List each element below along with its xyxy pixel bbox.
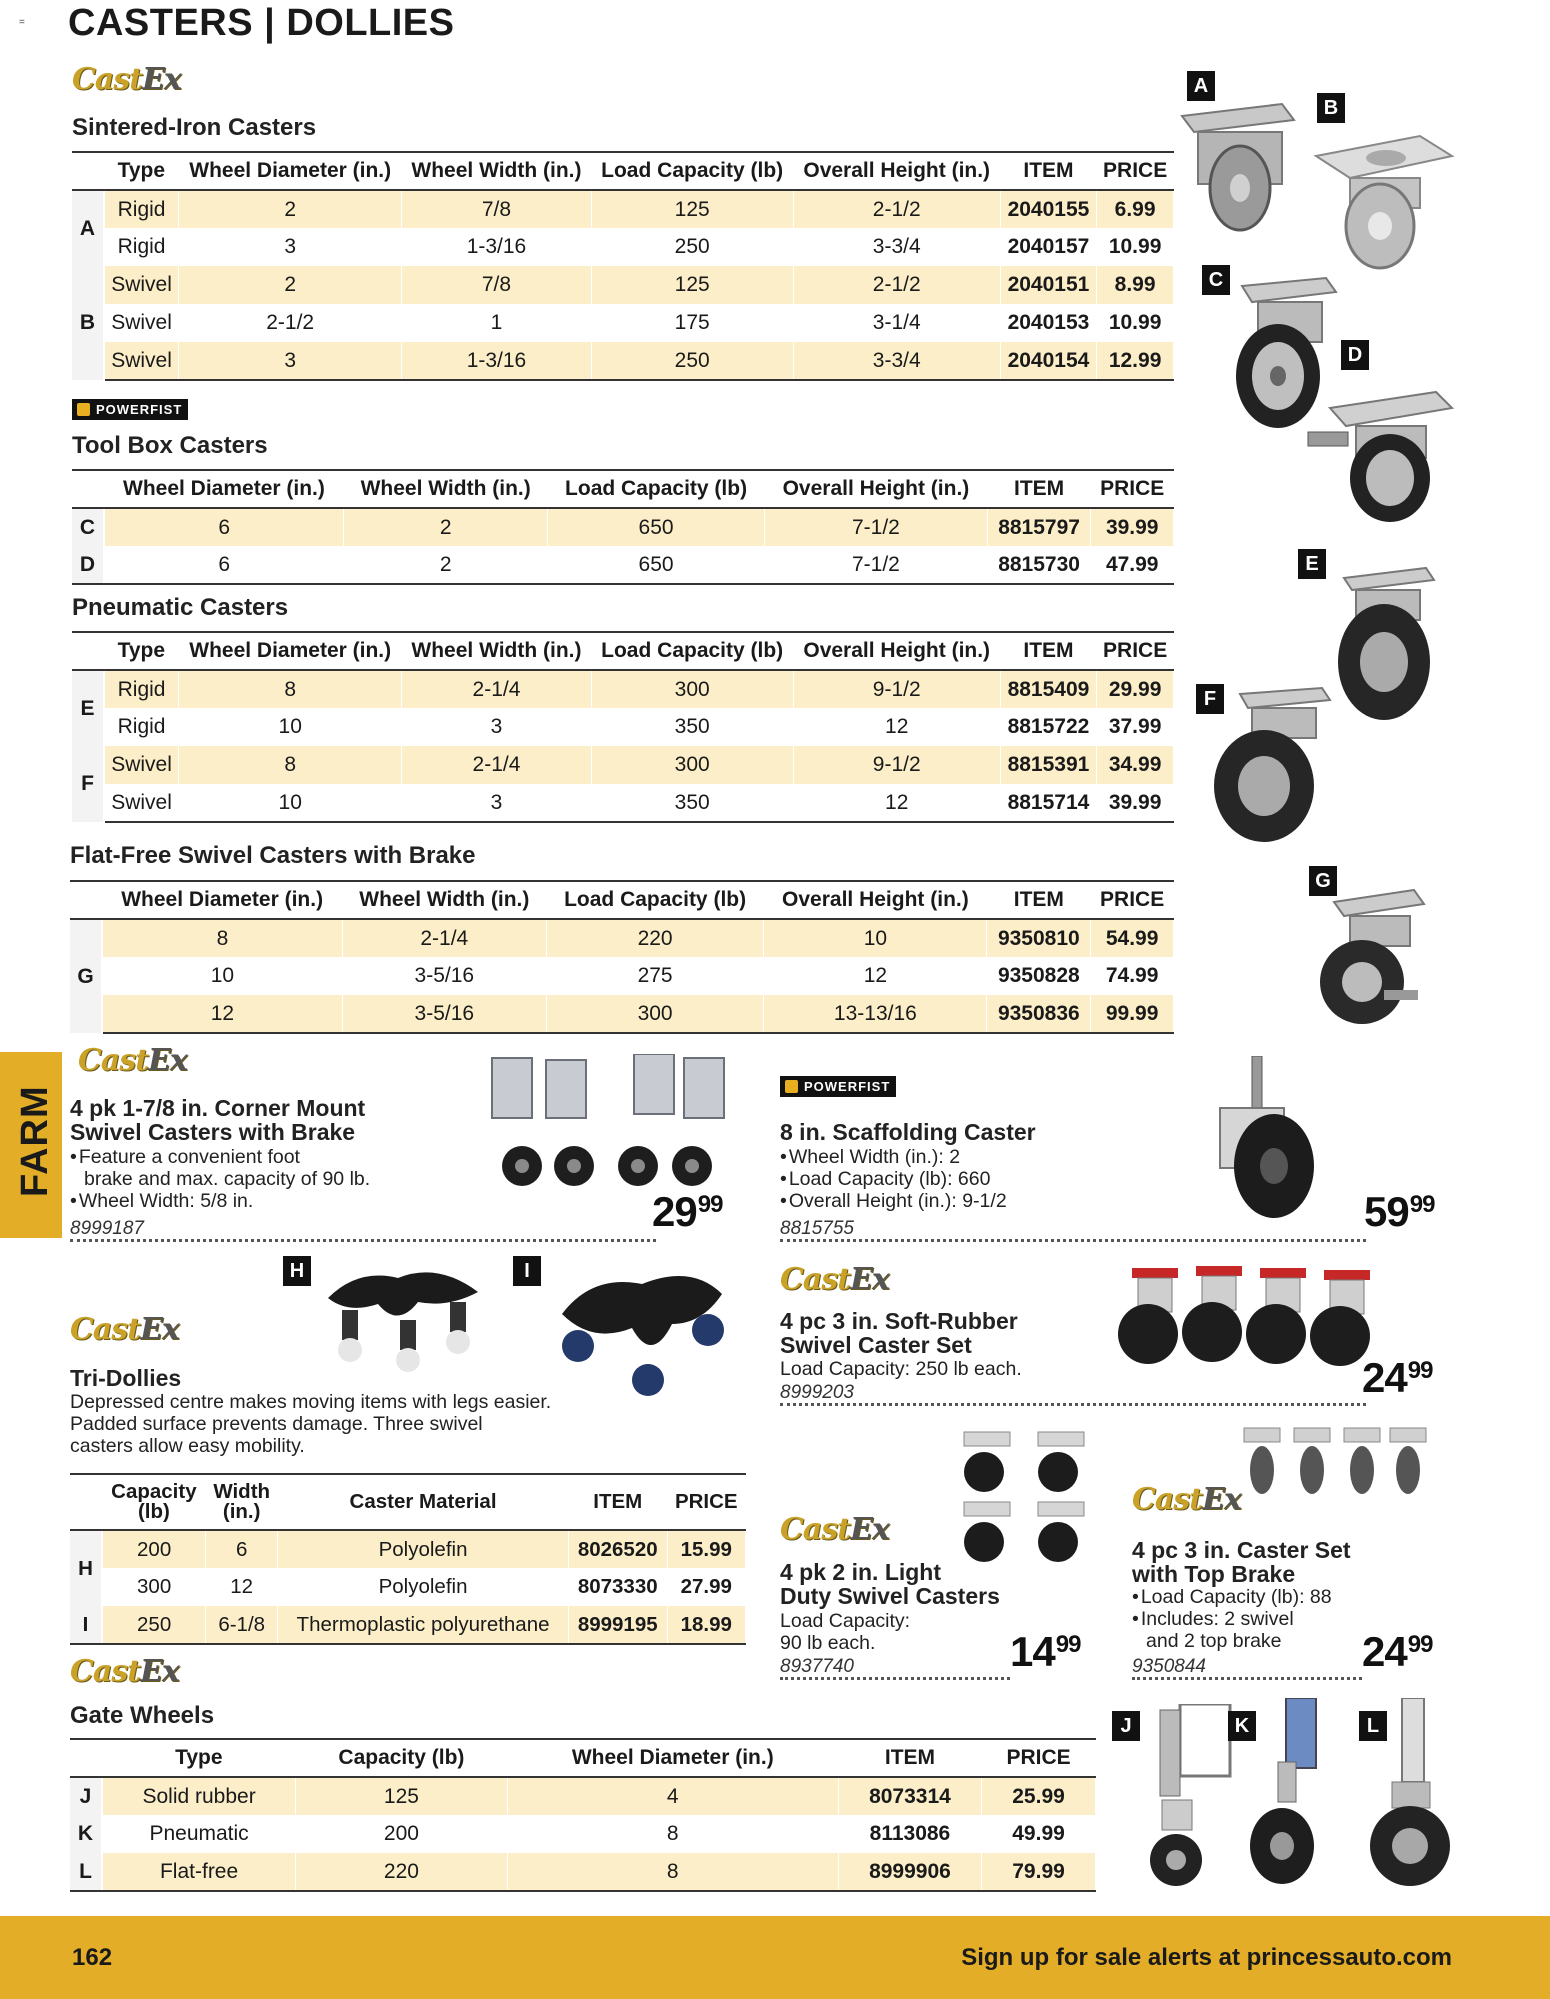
col-item: ITEM: [1000, 152, 1097, 190]
image-label-b: B: [1317, 93, 1345, 123]
flatfree-title: Flat-Free Swivel Casters with Brake: [70, 842, 476, 869]
lightduty-photo: [956, 1428, 1102, 1574]
table-row: 12 3-5/16 300 13-13/16 9350836 99.99: [70, 995, 1174, 1033]
castex-logo: CastEx: [1132, 1482, 1241, 1517]
flatfree-table: Wheel Diameter (in.) Wheel Width (in.) Load Capacity (lb) Overall Height (in.) ITEM PRICE G 8 2-1/4 220 10 9350810 54.99 10 3-5/16 275 12 9350828 74.99 12 3-5/16 300 13-13/16 9350836 99.99: [70, 880, 1174, 1034]
col-load-capacity: Load Capacity (lb): [591, 152, 793, 190]
image-label-d: D: [1341, 340, 1369, 370]
table-row: Rigid 10 3 350 12 8815722 37.99: [72, 708, 1174, 746]
corner-mount-photo: [488, 1054, 734, 1194]
pneumatic-table: Type Wheel Diameter (in.) Wheel Width (in.) Load Capacity (lb) Overall Height (in.) ITEM PRICE E Rigid 8 2-1/4 300 9-1/2 8815409 29.99 Rigid 10 3 350 12 8815722 37.99 F Swivel 8 2-1/4 300 9-1/2 8815391 34.99 Swivel 10 3 350 12 8815714 39.99: [72, 631, 1174, 823]
scaffolding-title: 8 in. Scaffolding Caster: [780, 1119, 1036, 1145]
image-label-f: F: [1196, 684, 1224, 714]
table-row: J Solid rubber 125 4 8073314 25.99: [70, 1777, 1096, 1815]
table-row: 300 12 Polyolefin 8073330 27.99: [70, 1568, 746, 1606]
castex-logo: CastEx: [72, 62, 181, 97]
gate-wheels-table: Type Capacity (lb) Wheel Diameter (in.) ITEM PRICE J Solid rubber 125 4 8073314 25.99 K Pneumatic 200 8 8113086 49.99 L Flat-free 220 8 8999906 79.99: [70, 1738, 1096, 1892]
table-row: I 250 6-1/8 Thermoplastic polyurethane 8999195 18.99: [70, 1606, 746, 1644]
sintered-title: Sintered-Iron Casters: [72, 114, 317, 141]
table-row: H 200 6 Polyolefin 8026520 15.99: [70, 1530, 746, 1568]
caster-b-photo: [1310, 126, 1460, 276]
image-label-j: J: [1112, 1711, 1140, 1741]
gate-wheel-k-photo: [1232, 1698, 1332, 1888]
col-type: Type: [104, 152, 179, 190]
image-label-h: H: [283, 1256, 311, 1286]
castex-logo: CastEx: [78, 1043, 187, 1078]
table-row: E Rigid 8 2-1/4 300 9-1/2 8815409 29.99: [72, 670, 1174, 708]
caster-f-photo: [1206, 686, 1336, 846]
row-group-letter: A: [72, 190, 104, 266]
gate-wheels-title: Gate Wheels: [70, 1702, 215, 1729]
col-wheel-width: Wheel Width (in.): [402, 152, 591, 190]
tridollies-table: Capacity (lb) Width (in.) Caster Material ITEM PRICE H 200 6 Polyolefin 8026520 15.99 300 12 Polyolefin 8073330 27.99 I 250 6-1/8 Thermoplastic polyurethane 8999195 18.99: [70, 1473, 746, 1645]
table-row: Swivel 3 1-3/16 250 3-3/4 2040154 12.99: [72, 342, 1174, 380]
toolbox-table: Wheel Diameter (in.) Wheel Width (in.) Load Capacity (lb) Overall Height (in.) ITEM PRICE C 6 2 650 7-1/2 8815797 39.99 D 6 2 650 7-1/2 8815730 47.99: [72, 469, 1174, 585]
table-row: A Rigid 2 7/8 125 2-1/2 2040155 6.99: [72, 190, 1174, 228]
scaffolding-photo: [1200, 1056, 1330, 1220]
corner-mount-title: 4 pk 1-7/8 in. Corner Mount Swivel Casters with Brake: [70, 1095, 366, 1145]
col-overall-height: Overall Height (in.): [793, 152, 1000, 190]
image-label-e: E: [1298, 549, 1326, 579]
lightduty-sku: 8937740: [780, 1656, 1010, 1680]
image-label-g: G: [1309, 866, 1337, 896]
lightduty-price: $14^{99}$: [1010, 1628, 1081, 1675]
table-row: C 6 2 650 7-1/2 8815797 39.99: [72, 508, 1174, 546]
castex-logo: CastEx: [70, 1312, 179, 1347]
softrubber-title: 4 pc 3 in. Soft-Rubber Swivel Caster Set: [780, 1308, 1018, 1358]
col-wheel-diameter: Wheel Diameter (in.): [179, 152, 402, 190]
section-tab-farm: FARM: [0, 1052, 62, 1238]
corner-mount-features: • Feature a convenient foot brake and max. capacity of 90 lb. • Wheel Width: 5/8 in.: [70, 1146, 370, 1212]
softrubber-sku: 8999203: [780, 1382, 1366, 1406]
topbrake-photo: [1240, 1424, 1430, 1502]
table-row: F Swivel 8 2-1/4 300 9-1/2 8815391 34.99: [72, 746, 1174, 784]
tridolly-h-photo: [318, 1258, 494, 1378]
image-label-i: I: [513, 1256, 541, 1286]
scaffolding-features: • Wheel Width (in.): 2 • Load Capacity (lb): 660 • Overall Height (in.): 9-1/2: [780, 1146, 1007, 1212]
sale-alerts-link[interactable]: Sign up for sale alerts at princessauto.com: [961, 1944, 1452, 1971]
caster-g-photo: [1310, 882, 1430, 1032]
gate-wheel-l-photo: [1350, 1698, 1460, 1890]
page-number: 162: [72, 1944, 113, 1971]
castex-logo: CastEx: [780, 1262, 889, 1297]
footer-bar: [0, 1916, 1550, 1999]
corner-mark: =: [19, 17, 25, 28]
castex-logo: CastEx: [780, 1512, 889, 1547]
softrubber-price: $24^{99}$: [1362, 1354, 1433, 1401]
pneumatic-title: Pneumatic Casters: [72, 594, 289, 621]
castex-logo: CastEx: [70, 1654, 179, 1689]
table-row: B Swivel 2 7/8 125 2-1/2 2040151 8.99: [72, 266, 1174, 304]
caster-a-photo: [1172, 96, 1300, 236]
table-row: K Pneumatic 200 8 8113086 49.99: [70, 1815, 1096, 1853]
caster-d-photo: [1306, 378, 1456, 526]
tridolly-i-photo: [552, 1254, 736, 1406]
corner-mount-sku: 8999187: [70, 1218, 656, 1242]
topbrake-sku: 9350844: [1132, 1656, 1362, 1680]
scaffolding-sku: 8815755: [780, 1218, 1366, 1242]
topbrake-title: 4 pc 3 in. Caster Set with Top Brake: [1132, 1537, 1351, 1587]
image-label-k: K: [1228, 1711, 1256, 1741]
softrubber-photo: [1112, 1262, 1388, 1370]
corner-mount-price: $29^{99}$: [652, 1188, 723, 1235]
table-row: Swivel 10 3 350 12 8815714 39.99: [72, 784, 1174, 822]
table-row: Rigid 3 1-3/16 250 3-3/4 2040157 10.99: [72, 228, 1174, 266]
powerfist-logo: POWERFIST: [72, 399, 188, 420]
image-label-c: C: [1202, 265, 1230, 295]
softrubber-body: Load Capacity: 250 lb each.: [780, 1358, 1022, 1380]
lightduty-body: Load Capacity: 90 lb each.: [780, 1610, 911, 1654]
row-group-letter: B: [72, 266, 104, 380]
table-row: D 6 2 650 7-1/2 8815730 47.99: [72, 546, 1174, 584]
image-label-a: A: [1187, 71, 1215, 101]
powerfist-logo: POWERFIST: [780, 1076, 896, 1097]
table-row: L Flat-free 220 8 8999906 79.99: [70, 1853, 1096, 1891]
sintered-table: [72, 151, 1174, 381]
page-title: CASTERS | DOLLIES: [68, 2, 455, 44]
image-label-l: L: [1359, 1711, 1387, 1741]
table-row: Swivel 2-1/2 1 175 3-1/4 2040153 10.99: [72, 304, 1174, 342]
tridollies-description: Depressed centre makes moving items with legs easier. Padded surface prevents damage. Three swivel casters allow easy mobility.: [70, 1391, 552, 1457]
table-row: G 8 2-1/4 220 10 9350810 54.99: [70, 919, 1174, 957]
gate-wheel-j-photo: [1140, 1704, 1236, 1890]
scaffolding-price: $59^{99}$: [1364, 1188, 1435, 1235]
toolbox-title: Tool Box Casters: [72, 432, 268, 459]
lightduty-title: 4 pk 2 in. Light Duty Swivel Casters: [780, 1559, 1000, 1609]
col-price: PRICE: [1097, 152, 1174, 190]
topbrake-features: • Load Capacity (lb): 88 • Includes: 2 swivel and 2 top brake: [1132, 1586, 1332, 1652]
topbrake-price: $24^{99}$: [1362, 1628, 1433, 1675]
table-row: 10 3-5/16 275 12 9350828 74.99: [70, 957, 1174, 995]
tridollies-title: Tri-Dollies: [70, 1365, 182, 1391]
